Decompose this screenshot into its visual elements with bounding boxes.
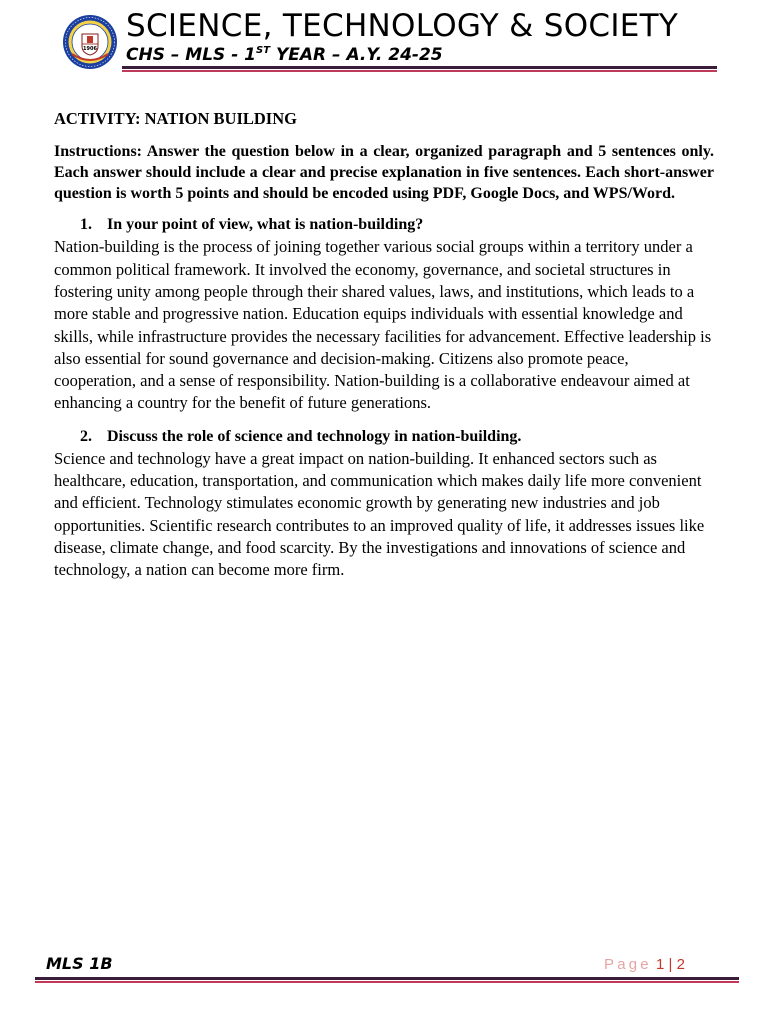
footer-rule-dark [35, 977, 739, 980]
answer-2: Science and technology have a great impact on nation-building. It enhanced sectors such as healthcare, education, transportation, and communication which makes daily life more convenient and efficient. Technology stimulates economic growth by generating new industries and job opportunities. Scientific research contributes to an improved quality of life, it addresses issues like disease, climate change, and food scarcity. By the investigations and innovations of science and technology, a nation can become more firm. [54, 448, 705, 580]
page-indicator [604, 955, 685, 975]
header-rule-accent [122, 70, 717, 72]
header-subtitle-sup: ST [256, 45, 271, 56]
page-total: 2 [676, 956, 685, 973]
page-number: 1 [656, 956, 665, 973]
header-subtitle-suffix: YEAR – A.Y. 24-25 [270, 45, 443, 65]
header-subtitle [126, 44, 443, 66]
page-word: Page [604, 956, 652, 973]
question-2-number: 2. [80, 427, 92, 445]
university-seal-logo [62, 14, 118, 70]
seal-year: 1906 [83, 46, 97, 52]
header-subtitle-prefix: CHS – MLS - 1 [126, 45, 256, 65]
activity-title: ACTIVITY: NATION BUILDING [54, 109, 297, 128]
footer-rule-accent [35, 981, 739, 983]
header-rule-dark [122, 66, 717, 69]
question-1 [54, 214, 714, 236]
document-body [54, 108, 714, 582]
page-separator: | [668, 956, 673, 973]
answer-1: Nation-building is the process of joining together various social groups within a territory under a common political framework. It involved the economy, governance, and societal structures in fostering unity among people through their shared values, laws, and institutions, which leads to a more stable and progressive nation. Education equips individuals with essential knowledge and skills, while infrastructure provides the necessary facilities for advancement. Effective leadership is also essential for sound governance and decision-making. Citizens also promote peace, cooperation, and a sense of responsibility. Nation-building is a collaborative endeavour aimed at enhancing a country for the benefit of future generations. [54, 237, 712, 413]
question-1-text: In your point of view, what is nation-building? [107, 216, 424, 234]
header-title: SCIENCE, TECHNOLOGY & SOCIETY [126, 8, 679, 44]
question-1-number: 1. [80, 216, 92, 234]
instructions: Instructions: Answer the question below in a clear, organized paragraph and 5 sentences only. Each answer should include a clear and precise explanation in five sentences. Each short-answer question is worth 5 points and should be encoded using PDF, Google Docs, and WPS/Word. [54, 143, 714, 202]
footer-label: MLS 1B [46, 954, 113, 973]
question-2-text: Discuss the role of science and technology in nation-building. [107, 427, 522, 445]
question-2 [54, 426, 714, 448]
